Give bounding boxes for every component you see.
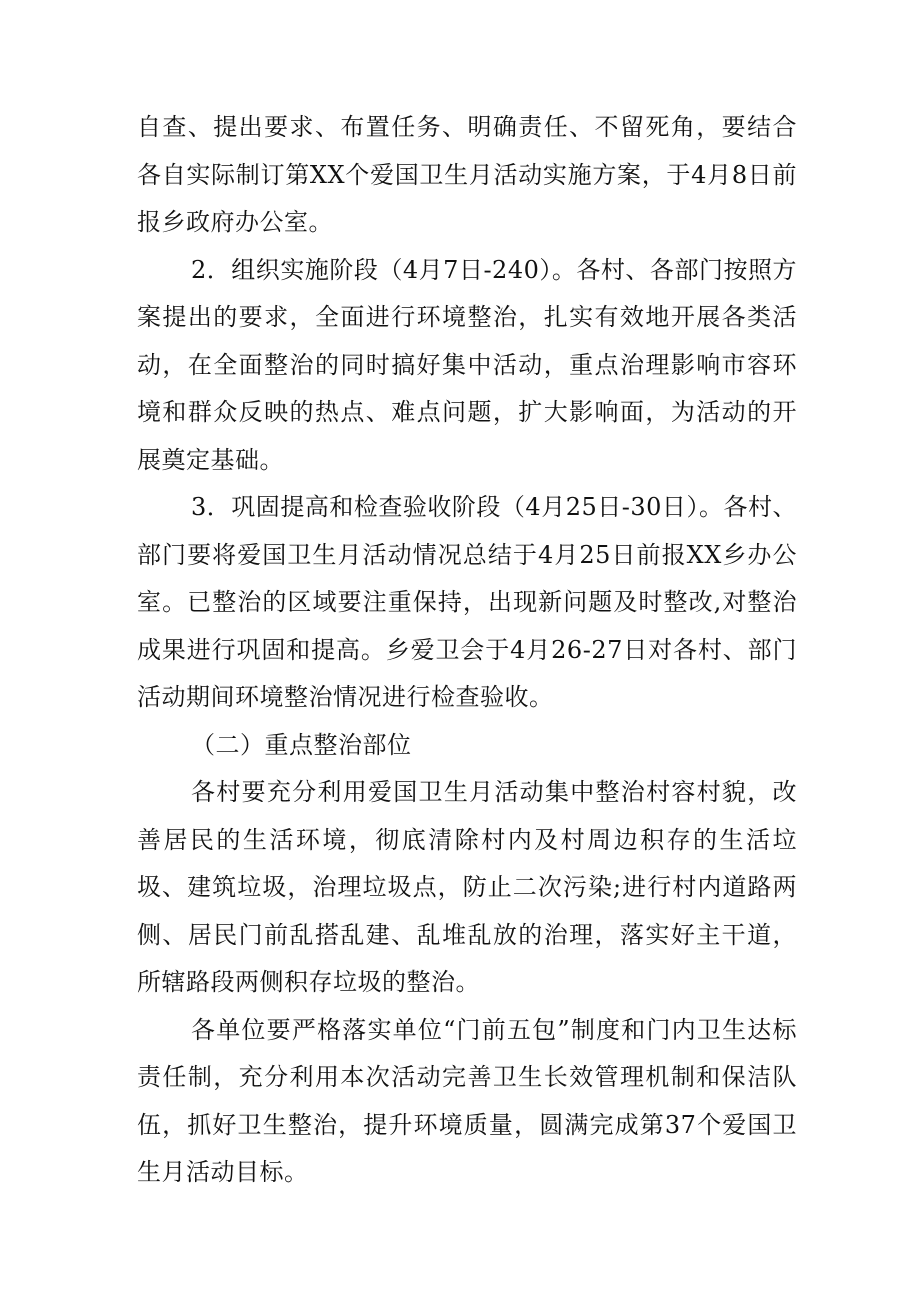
paragraph-villages: 各村要充分利用爱国卫生月活动集中整治村容村貌，改善居民的生活环境，彻底清除村内及村周边积存的生活垃圾、建筑垃圾，治理垃圾点，防止二次污染;进行村内道路两侧、居民门前乱搭乱建、乱堆乱放的治理，落实好主干道，所辖路段两侧积存垃圾的整治。	[137, 778, 797, 996]
document-body	[137, 104, 797, 1197]
section-heading-key-areas: （二）重点整治部位	[191, 730, 412, 759]
paragraph-stage-2: 2．组织实施阶段（4月7日-240）。各村、各部门按照方案提出的要求，全面进行环境整治，扎实有效地开展各类活动，在全面整治的同时搞好集中活动，重点治理影响市容环境和群众反映的热点、难点问题，扩大影响面，为活动的开展奠定基础。	[137, 255, 797, 474]
paragraph-continuation: 自查、提出要求、布置任务、明确责任、不留死角，要结合各自实际制订第XX个爱国卫生月活动实施方案，于4月8日前报乡政府办公室。	[137, 113, 797, 236]
paragraph-units: 各单位要严格落实单位“门前五包”制度和门内卫生达标责任制，充分利用本次活动完善卫生长效管理机制和保洁队伍，抓好卫生整治，提升环境质量，圆满完成第37个爱国卫生月活动目标。	[137, 1015, 797, 1186]
paragraph-stage-3: 3．巩固提高和检查验收阶段（4月25日-30日）。各村、部门要将爱国卫生月活动情况总结于4月25日前报XX乡办公室。已整治的区域要注重保持，出现新问题及时整改,对整治成果进行巩固和提高。乡爱卫会于4月26-27日对各村、部门活动期间环境整治情况进行检查验收。	[137, 493, 797, 711]
